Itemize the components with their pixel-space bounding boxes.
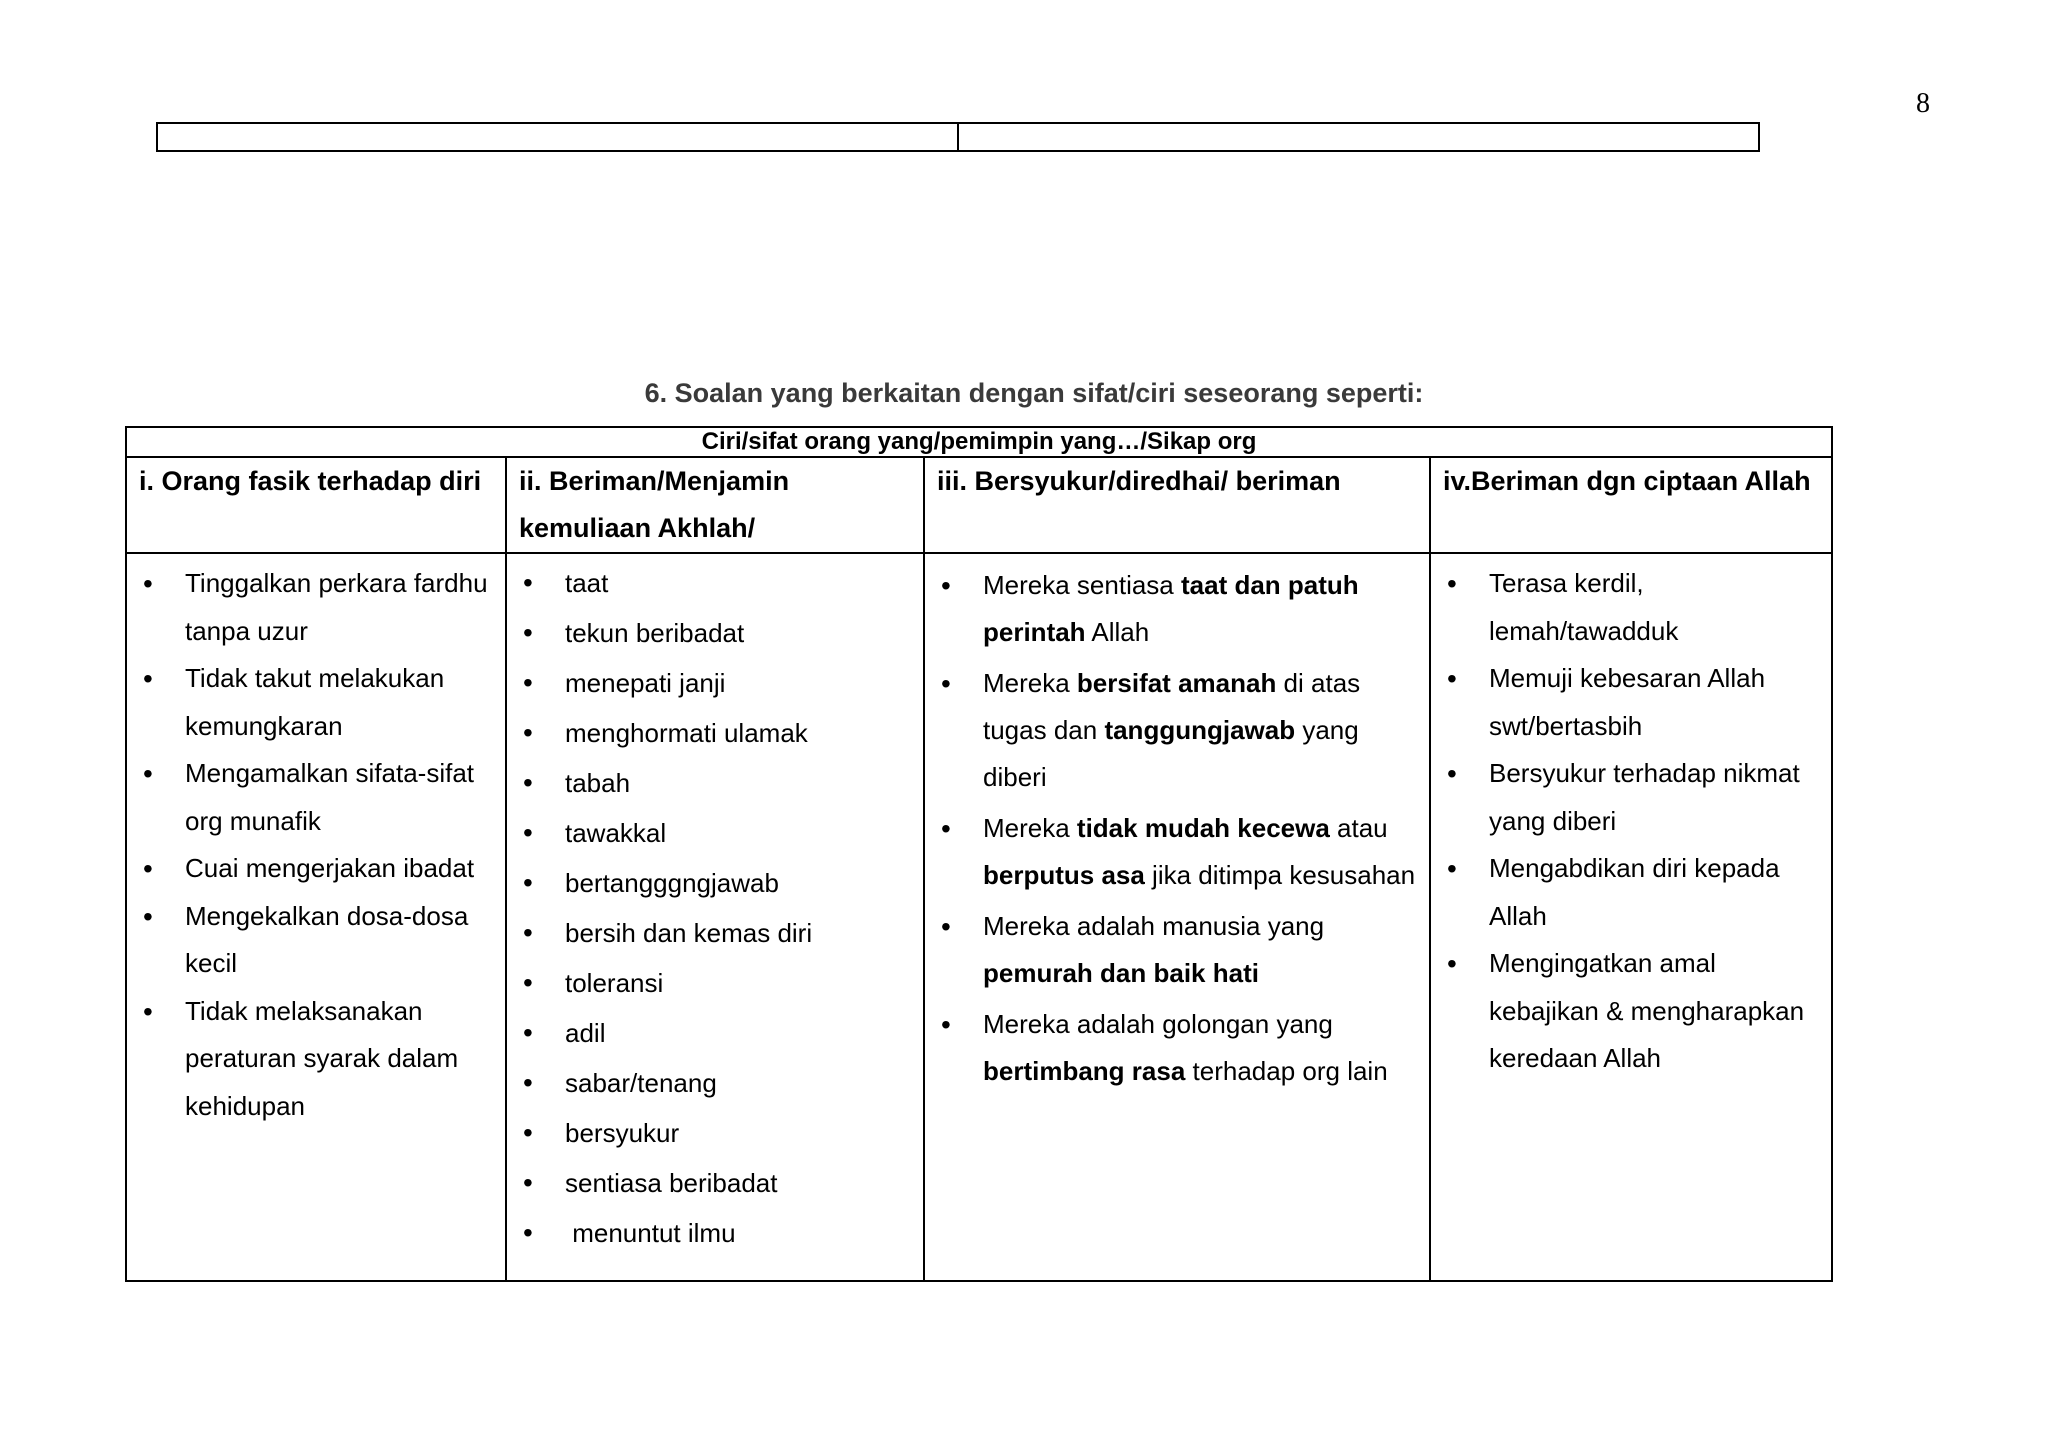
empty-cell-right <box>958 123 1759 151</box>
column-3-cell <box>924 553 1430 1281</box>
list-item: • Tinggalkan perkara fardhu tanpa uzur <box>127 560 505 655</box>
traits-table <box>125 426 1833 1282</box>
list-item: • bertangggngjawab <box>507 858 923 908</box>
list-item: • sentiasa beribadat <box>507 1158 923 1208</box>
empty-table-row <box>156 122 1760 152</box>
column-4-cell <box>1430 553 1832 1281</box>
table-caption: Ciri/sifat orang yang/pemimpin yang…/Sikap org <box>126 427 1832 457</box>
column-1-cell <box>126 553 506 1281</box>
column-header-4: iv.Beriman dgn ciptaan Allah <box>1430 457 1832 553</box>
list-item: • Mengingatkan amal kebajikan & mengharapkan keredaan Allah <box>1431 940 1831 1083</box>
list-item: • Memuji kebesaran Allah swt/bertasbih <box>1431 655 1831 750</box>
list-item: • tekun beribadat <box>507 608 923 658</box>
list-item: • Mereka adalah manusia yang pemurah dan baik hati <box>925 903 1429 997</box>
section-title: 6. Soalan yang berkaitan dengan sifat/ciri seseorang seperti: <box>644 378 1424 408</box>
column-3-list <box>925 554 1429 1095</box>
list-item: • tawakkal <box>507 808 923 858</box>
column-header-2: ii. Beriman/Menjamin kemuliaan Akhlah/ <box>506 457 924 553</box>
list-item: • Mereka tidak mudah kecewa atau berputus asa jika ditimpa kesusahan <box>925 805 1429 899</box>
page-number: 8 <box>1916 88 1930 119</box>
list-item: • Tidak melaksanakan peraturan syarak dalam kehidupan <box>127 988 505 1131</box>
column-4-list <box>1431 554 1831 1083</box>
column-2-list <box>507 554 923 1258</box>
list-item: • toleransi <box>507 958 923 1008</box>
list-item: • Mereka adalah golongan yang bertimbang rasa terhadap org lain <box>925 1001 1429 1095</box>
list-item: • Mereka sentiasa taat dan patuh perintah Allah <box>925 562 1429 656</box>
column-header-3: iii. Bersyukur/diredhai/ beriman <box>924 457 1430 553</box>
column-header-1: i. Orang fasik terhadap diri <box>126 457 506 553</box>
list-item: • menuntut ilmu <box>507 1208 923 1258</box>
list-item: • Mengekalkan dosa-dosa kecil <box>127 893 505 988</box>
list-item: • Bersyukur terhadap nikmat yang diberi <box>1431 750 1831 845</box>
list-item: • Tidak takut melakukan kemungkaran <box>127 655 505 750</box>
column-2-cell <box>506 553 924 1281</box>
list-item: • sabar/tenang <box>507 1058 923 1108</box>
list-item: • bersih dan kemas diri <box>507 908 923 958</box>
list-item: • tabah <box>507 758 923 808</box>
list-item: • Mengamalkan sifata-sifat org munafik <box>127 750 505 845</box>
empty-cell-left <box>157 123 958 151</box>
list-item: • Cuai mengerjakan ibadat <box>127 845 505 893</box>
list-item: • bersyukur <box>507 1108 923 1158</box>
column-1-list <box>127 554 505 1130</box>
list-item: • menghormati ulamak <box>507 708 923 758</box>
list-item: • taat <box>507 558 923 608</box>
list-item: • Mereka bersifat amanah di atas tugas dan tanggungjawab yang diberi <box>925 660 1429 801</box>
list-item: • Terasa kerdil, lemah/tawadduk <box>1431 560 1831 655</box>
list-item: • adil <box>507 1008 923 1058</box>
list-item: • Mengabdikan diri kepada Allah <box>1431 845 1831 940</box>
list-item: • menepati janji <box>507 658 923 708</box>
